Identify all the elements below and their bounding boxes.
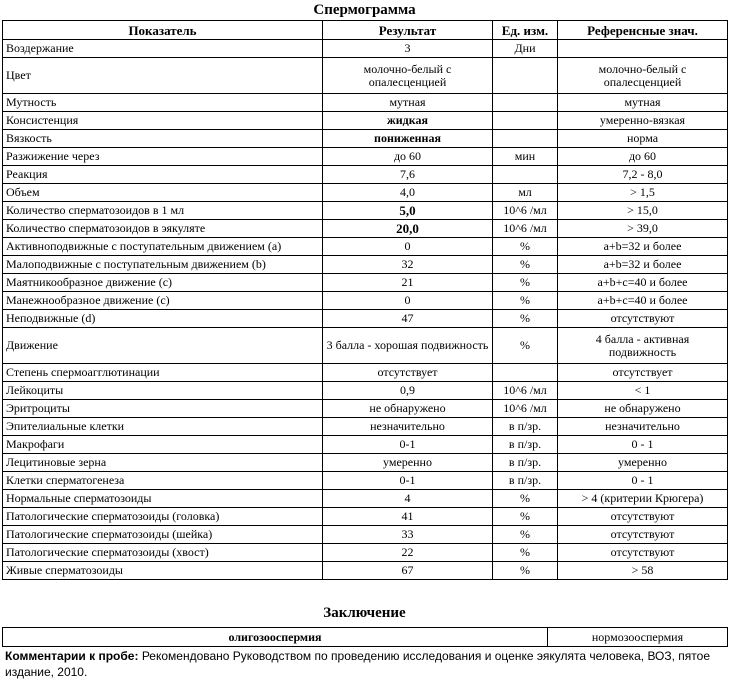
cell-result: 41 — [323, 508, 493, 526]
cell-indicator: Степень спермоагглютинации — [3, 364, 323, 382]
table-row — [3, 310, 728, 328]
cell-result: жидкая — [323, 112, 493, 130]
table-row — [3, 256, 728, 274]
cell-reference: отсутствует — [558, 364, 728, 382]
cell-result: 32 — [323, 256, 493, 274]
cell-unit — [493, 166, 558, 184]
cell-reference: мутная — [558, 94, 728, 112]
cell-unit: в п/зр. — [493, 454, 558, 472]
conclusion-table — [2, 627, 728, 647]
cell-result: 0 — [323, 292, 493, 310]
cell-indicator: Эритроциты — [3, 400, 323, 418]
cell-unit — [493, 364, 558, 382]
comment-label: Комментарии к пробе: — [5, 649, 139, 663]
comment-text: Рекомендовано Руководством по проведению исследования и оценке эякулята человека, ВОЗ, пятое издание, 2010. — [5, 649, 711, 679]
table-row — [3, 184, 728, 202]
spermogram-table — [2, 20, 728, 580]
cell-unit: % — [493, 544, 558, 562]
cell-unit: 10^6 /мл — [493, 220, 558, 238]
cell-unit: в п/зр. — [493, 472, 558, 490]
table-row — [3, 562, 728, 580]
table-row — [3, 274, 728, 292]
cell-unit: % — [493, 310, 558, 328]
table-row — [3, 202, 728, 220]
header-indicator: Показатель — [3, 21, 323, 40]
cell-result: 5,0 — [323, 202, 493, 220]
cell-reference: a+b+c=40 и более — [558, 274, 728, 292]
cell-unit: мл — [493, 184, 558, 202]
cell-result: 4 — [323, 490, 493, 508]
cell-unit: Дни — [493, 40, 558, 58]
cell-indicator: Патологические сперматозоиды (головка) — [3, 508, 323, 526]
cell-indicator: Движение — [3, 328, 323, 364]
conclusion-row — [3, 628, 728, 647]
cell-indicator: Патологические сперматозоиды (шейка) — [3, 526, 323, 544]
table-row — [3, 292, 728, 310]
cell-result: 67 — [323, 562, 493, 580]
cell-unit — [493, 94, 558, 112]
cell-reference: > 4 (критерии Крюгера) — [558, 490, 728, 508]
cell-reference: незначительно — [558, 418, 728, 436]
cell-indicator: Патологические сперматозоиды (хвост) — [3, 544, 323, 562]
cell-indicator: Малоподвижные с поступательным движением (b) — [3, 256, 323, 274]
cell-reference: 4 балла - активная подвижность — [558, 328, 728, 364]
cell-indicator: Вязкость — [3, 130, 323, 148]
cell-indicator: Консистенция — [3, 112, 323, 130]
cell-indicator: Мутность — [3, 94, 323, 112]
cell-indicator: Неподвижные (d) — [3, 310, 323, 328]
cell-indicator: Воздержание — [3, 40, 323, 58]
cell-result: мутная — [323, 94, 493, 112]
cell-indicator: Живые сперматозоиды — [3, 562, 323, 580]
cell-indicator: Манежнообразное движение (c) — [3, 292, 323, 310]
cell-result: 0-1 — [323, 436, 493, 454]
cell-reference: a+b=32 и более — [558, 256, 728, 274]
cell-reference: не обнаружено — [558, 400, 728, 418]
table-row — [3, 148, 728, 166]
cell-reference: 0 - 1 — [558, 436, 728, 454]
comment-block — [5, 648, 725, 680]
cell-reference: > 15,0 — [558, 202, 728, 220]
table-row — [3, 130, 728, 148]
cell-unit: % — [493, 238, 558, 256]
cell-reference: < 1 — [558, 382, 728, 400]
table-row — [3, 454, 728, 472]
cell-result: молочно-белый с опалесценцией — [323, 58, 493, 94]
conclusion-reference: нормозооспермия — [548, 628, 728, 647]
cell-reference: > 1,5 — [558, 184, 728, 202]
cell-result: 33 — [323, 526, 493, 544]
cell-reference: отсутствуют — [558, 508, 728, 526]
cell-indicator: Количество сперматозоидов в эякуляте — [3, 220, 323, 238]
cell-result: отсутствует — [323, 364, 493, 382]
cell-result: 3 — [323, 40, 493, 58]
cell-result: до 60 — [323, 148, 493, 166]
table-row — [3, 418, 728, 436]
cell-unit: % — [493, 526, 558, 544]
table-row — [3, 508, 728, 526]
cell-result: 0 — [323, 238, 493, 256]
cell-result: умеренно — [323, 454, 493, 472]
table-row — [3, 112, 728, 130]
cell-unit: % — [493, 274, 558, 292]
table-row — [3, 436, 728, 454]
conclusion-result: олигозооспермия — [3, 628, 548, 647]
cell-reference: a+b=32 и более — [558, 238, 728, 256]
cell-indicator: Маятникообразное движение (c) — [3, 274, 323, 292]
cell-result: 0-1 — [323, 472, 493, 490]
cell-reference: > 58 — [558, 562, 728, 580]
cell-result: незначительно — [323, 418, 493, 436]
cell-unit: 10^6 /мл — [493, 382, 558, 400]
cell-indicator: Реакция — [3, 166, 323, 184]
cell-indicator: Количество сперматозоидов в 1 мл — [3, 202, 323, 220]
cell-unit: 10^6 /мл — [493, 202, 558, 220]
cell-result: 4,0 — [323, 184, 493, 202]
cell-result: 3 балла - хорошая подвижность — [323, 328, 493, 364]
cell-reference: > 39,0 — [558, 220, 728, 238]
cell-indicator: Лецитиновые зерна — [3, 454, 323, 472]
cell-unit: в п/зр. — [493, 436, 558, 454]
cell-unit — [493, 130, 558, 148]
cell-reference: отсутствуют — [558, 544, 728, 562]
cell-indicator: Разжижение через — [3, 148, 323, 166]
table-row — [3, 400, 728, 418]
cell-reference: 0 - 1 — [558, 472, 728, 490]
cell-unit: % — [493, 508, 558, 526]
cell-result: пониженная — [323, 130, 493, 148]
table-row — [3, 40, 728, 58]
cell-indicator: Макрофаги — [3, 436, 323, 454]
cell-result: 20,0 — [323, 220, 493, 238]
cell-reference: a+b+c=40 и более — [558, 292, 728, 310]
cell-result: 21 — [323, 274, 493, 292]
cell-reference: умеренно-вязкая — [558, 112, 728, 130]
header-result: Результат — [323, 21, 493, 40]
table-row — [3, 238, 728, 256]
table-header-row — [3, 21, 728, 40]
cell-indicator: Цвет — [3, 58, 323, 94]
table-row — [3, 526, 728, 544]
table-row — [3, 382, 728, 400]
table-row — [3, 364, 728, 382]
cell-indicator: Эпителиальные клетки — [3, 418, 323, 436]
cell-result: 7,6 — [323, 166, 493, 184]
cell-indicator: Лейкоциты — [3, 382, 323, 400]
table-body — [3, 40, 728, 580]
table-row — [3, 220, 728, 238]
cell-result: 22 — [323, 544, 493, 562]
cell-indicator: Активноподвижные с поступательным движением (a) — [3, 238, 323, 256]
cell-unit: % — [493, 256, 558, 274]
table-row — [3, 328, 728, 364]
report-title: Спермограмма — [313, 2, 416, 18]
cell-unit: % — [493, 490, 558, 508]
cell-reference: умеренно — [558, 454, 728, 472]
cell-result: 0,9 — [323, 382, 493, 400]
cell-unit: в п/зр. — [493, 418, 558, 436]
cell-unit: мин — [493, 148, 558, 166]
table-row — [3, 58, 728, 94]
cell-indicator: Клетки сперматогенеза — [3, 472, 323, 490]
cell-reference — [558, 40, 728, 58]
cell-reference: 7,2 - 8,0 — [558, 166, 728, 184]
cell-unit: % — [493, 328, 558, 364]
table-row — [3, 490, 728, 508]
table-row — [3, 166, 728, 184]
cell-unit: % — [493, 292, 558, 310]
table-row — [3, 544, 728, 562]
table-row — [3, 472, 728, 490]
cell-result: не обнаружено — [323, 400, 493, 418]
cell-unit — [493, 112, 558, 130]
table-row — [3, 94, 728, 112]
cell-result: 47 — [323, 310, 493, 328]
conclusion-title: Заключение — [323, 605, 406, 621]
cell-unit — [493, 58, 558, 94]
cell-reference: до 60 — [558, 148, 728, 166]
cell-reference: отсутствуют — [558, 526, 728, 544]
cell-indicator: Объем — [3, 184, 323, 202]
cell-reference: норма — [558, 130, 728, 148]
cell-unit: 10^6 /мл — [493, 400, 558, 418]
cell-reference: отсутствуют — [558, 310, 728, 328]
header-unit: Ед. изм. — [493, 21, 558, 40]
header-reference: Референсные знач. — [558, 21, 728, 40]
cell-unit: % — [493, 562, 558, 580]
cell-indicator: Нормальные сперматозоиды — [3, 490, 323, 508]
cell-reference: молочно-белый с опалесценцией — [558, 58, 728, 94]
